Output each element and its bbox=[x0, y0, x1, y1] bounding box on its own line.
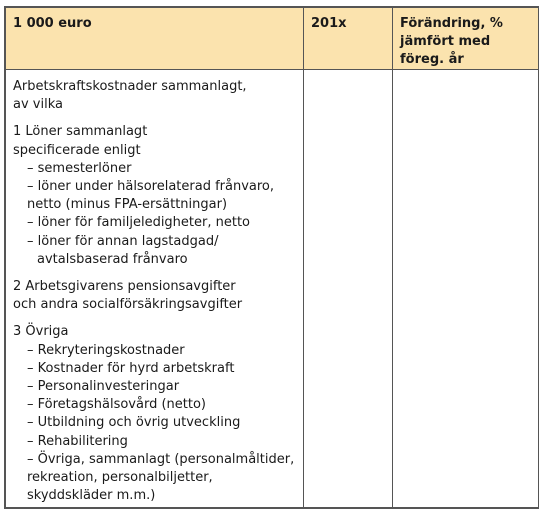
other-item: – Rehabilitering bbox=[27, 433, 128, 449]
wages-subtitle: specificerade enligt bbox=[13, 142, 141, 158]
cost-table bbox=[4, 6, 539, 509]
row-labels-cell bbox=[6, 70, 304, 508]
other-item: – Kostnader för hyrd arbetskraft bbox=[27, 360, 235, 376]
header-change-line: föreg. år bbox=[400, 52, 464, 67]
total-label: av vilka bbox=[13, 97, 63, 113]
header-change-line: jämfört med bbox=[400, 34, 491, 49]
other-item: – Företagshälsovård (netto) bbox=[27, 397, 206, 413]
employer-group bbox=[13, 278, 297, 314]
other-item-continued: rekreation, personalbiljetter, bbox=[27, 470, 213, 486]
other-item: – Rekryteringskostnader bbox=[27, 342, 185, 358]
other-item: – Övriga, sammanlagt (personalmåltider, bbox=[27, 451, 295, 467]
body-row bbox=[6, 70, 539, 508]
other-group bbox=[13, 323, 297, 505]
other-item: – Personalinvesteringar bbox=[27, 379, 180, 395]
change-value-cell bbox=[393, 70, 539, 508]
wages-item: – löner under hälsorelaterad frånvaro, bbox=[27, 179, 275, 195]
other-item-continued: skyddskläder m.m.) bbox=[27, 488, 156, 504]
header-change-line: Förändring, % bbox=[400, 16, 503, 31]
total-label: Arbetskraftskostnader sammanlagt, bbox=[13, 79, 247, 94]
header-year: 201x bbox=[304, 8, 393, 70]
employer-label: 2 Arbetsgivarens pensionsavgifter bbox=[13, 279, 236, 295]
wages-item: – semesterlöner bbox=[27, 160, 132, 176]
other-title: 3 Övriga bbox=[13, 324, 69, 340]
year-value-cell bbox=[304, 70, 393, 508]
wages-group bbox=[13, 123, 297, 269]
other-item: – Utbildning och övrig utveckling bbox=[27, 415, 241, 431]
employer-label: och andra socialförsäkringsavgifter bbox=[13, 297, 243, 313]
header-unit: 1 000 euro bbox=[6, 8, 304, 70]
header-change bbox=[393, 8, 539, 70]
wages-title: 1 Löner sammanlagt bbox=[13, 124, 148, 140]
wages-item: – löner för annan lagstadgad/ bbox=[27, 233, 219, 249]
labour-cost-table bbox=[5, 7, 539, 508]
wages-item-continued: netto (minus FPA-ersättningar) bbox=[27, 197, 228, 213]
total-group bbox=[13, 78, 297, 114]
wages-item-continued: avtalsbaserad frånvaro bbox=[37, 251, 188, 267]
wages-item: – löner för familjeledigheter, netto bbox=[27, 215, 251, 231]
header-row bbox=[6, 8, 539, 70]
